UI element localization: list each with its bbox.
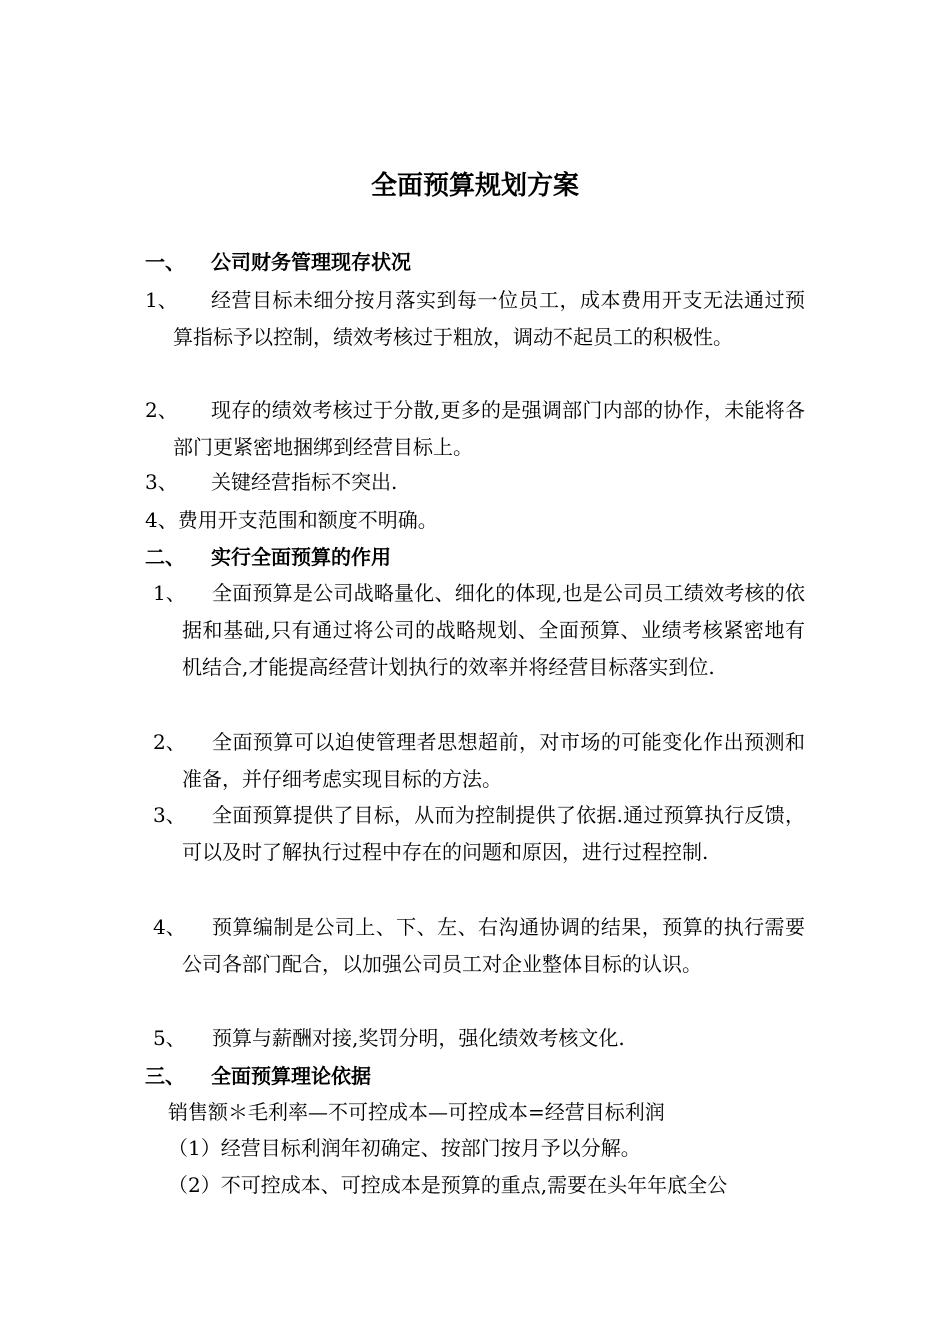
item-text: 全面预算是公司战略量化、细化的体现,也是公司员工绩效考核的依据和基础,只有通过将公司的战略规划、全面预算、业绩考核紧密地有机结合,才能提高经营计划执行的效率并将经营目标落实到位. bbox=[182, 581, 805, 679]
section-heading: 实行全面预算的作用 bbox=[211, 545, 391, 569]
item-text: 全面预算提供了目标，从而为控制提供了依据.通过预算执行反馈，可以及时了解执行过程中存在的问题和原因，进行过程控制. bbox=[182, 803, 805, 864]
note-line: （2）不可控成本、可控成本是预算的重点,需要在头年年底全公 bbox=[168, 1173, 728, 1197]
item-text: 预算编制是公司上、下、左、右沟通协调的结果，预算的执行需要公司各部门配合，以加强公司员工对企业整体目标的认识。 bbox=[182, 915, 805, 976]
item-number: 3、 bbox=[153, 803, 186, 827]
item-text: 现存的绩效考核过于分散,更多的是强调部门内部的协作，未能将各部门更紧密地捆绑到经营目标上。 bbox=[173, 398, 805, 459]
item-number: 1、 bbox=[153, 581, 186, 605]
item-text: 全面预算可以迫使管理者思想超前，对市场的可能变化作出预测和准备，并仔细考虑实现目标的方法。 bbox=[182, 730, 805, 791]
item-number: 2、 bbox=[145, 398, 178, 422]
section-heading: 公司财务管理现存状况 bbox=[211, 250, 411, 274]
section-marker: 三、 bbox=[145, 1064, 185, 1088]
section-heading: 全面预算理论依据 bbox=[211, 1064, 371, 1088]
item-text: 预算与薪酬对接,奖罚分明，强化绩效考核文化. bbox=[212, 1026, 625, 1050]
item-number: 3、 bbox=[145, 470, 178, 494]
document-title: 全面预算规划方案 bbox=[370, 171, 579, 201]
section-marker: 二、 bbox=[145, 545, 185, 569]
item-number: 1、 bbox=[145, 288, 178, 312]
formula-line: 销售额＊毛利率—不可控成本—可控成本=经营目标利润 bbox=[168, 1100, 665, 1124]
item-number: 4、 bbox=[153, 915, 186, 939]
item-number: 2、 bbox=[153, 730, 186, 754]
item-text: 关键经营指标不突出. bbox=[211, 470, 398, 494]
item-text: 4、费用开支范围和额度不明确。 bbox=[145, 508, 438, 532]
section-marker: 一、 bbox=[145, 250, 185, 274]
note-line: （1）经营目标利润年初确定、按部门按月予以分解。 bbox=[168, 1136, 641, 1160]
item-text: 经营目标未细分按月落实到每一位员工，成本费用开支无法通过预算指标予以控制，绩效考核过于粗放，调动不起员工的积极性。 bbox=[173, 288, 805, 349]
item-number: 5、 bbox=[153, 1026, 186, 1050]
